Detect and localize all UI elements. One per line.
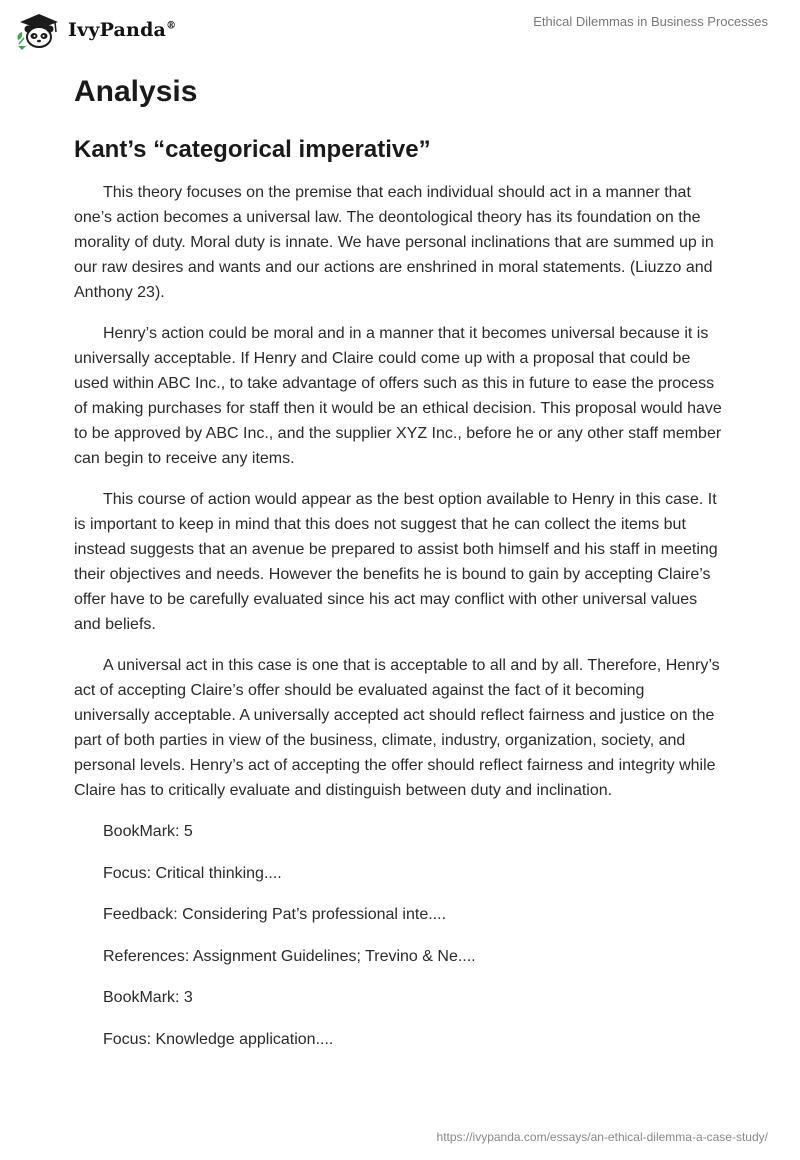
paragraph: A universal act in this case is one that is acceptable to all and by all. Therefore, Henry’s act of accepting Claire’s offer should be evaluated against the fact of it becoming universally acceptable. A universally accepted act should reflect fairness and justice on the part of both parties in view of the business, climate, industry, organization, society, and personal levels. Henry’s act of accepting the offer should reflect fairness and integrity while Claire has to critically evaluate and distinguish between duty and inclination.	[74, 657, 720, 799]
note-item: Feedback: Considering Pat’s professional inte....	[103, 906, 447, 923]
note-item: Focus: Knowledge application....	[103, 1030, 334, 1048]
page-header	[0, 0, 800, 70]
section-heading: Analysis	[74, 75, 198, 108]
essay-content	[74, 72, 724, 1068]
ivypanda-logo[interactable]	[14, 10, 176, 50]
paragraph-list	[74, 180, 724, 803]
paragraph: This course of action would appear as the best option available to Henry in this case. It is important to keep in mind that this does not suggest that he can collect the items but instead suggests that an avenue be prepared to assist both himself and his staff in meeting their objectives and needs. However the benefits he is bound to gain by accepting Claire’s offer have to be carefully evaluated since his act may conflict with other universal values and beliefs.	[74, 491, 718, 633]
panda-graduate-icon	[14, 10, 64, 50]
logo-wordmark: IvyPanda®	[68, 19, 177, 41]
paragraph: This theory focuses on the premise that each individual should act in a manner that one’s action becomes a universal law. The deontological theory has its foundation on the morality of duty. Moral duty is innate. We have personal inclinations that are summed up in our raw desires and wants and our actions are enshrined in moral statements. (Liuzzo and Anthony 23).	[74, 184, 714, 301]
note-item: BookMark: 3	[103, 989, 193, 1006]
paragraph: Henry’s action could be moral and in a manner that it becomes universal because it is universally acceptable. If Henry and Claire could come up with a proposal that could be used within ABC Inc., to take advantage of offers such as this in future to ease the process of making purchases for staff then it would be an ethical decision. This proposal would have to be approved by ABC Inc., and the supplier XYZ Inc., before he or any other staff member can begin to receive any items.	[74, 325, 722, 467]
document-title: Ethical Dilemmas in Business Processes	[533, 14, 768, 29]
note-item: Focus: Critical thinking....	[103, 864, 282, 882]
subsection-heading: Kant’s “categorical imperative”	[74, 136, 431, 163]
source-url-link[interactable]: https://ivypanda.com/essays/an-ethical-dilemma-a-case-study/	[436, 1130, 768, 1144]
grading-notes	[74, 819, 724, 1052]
note-item: References: Assignment Guidelines; Trevino & Ne....	[103, 947, 476, 965]
note-item: BookMark: 5	[103, 823, 193, 840]
